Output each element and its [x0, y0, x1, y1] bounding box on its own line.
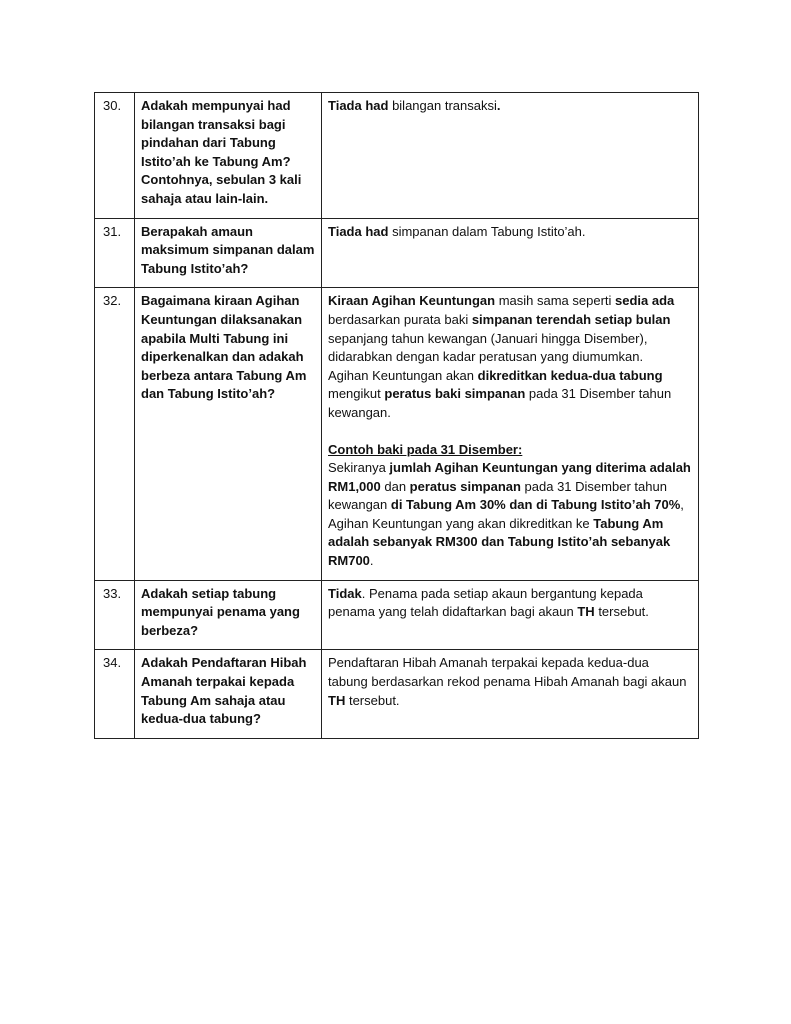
answer-plain: bilangan transaksi [388, 98, 497, 113]
answer-plain: masih sama seperti [495, 293, 616, 309]
faq-row-30 [95, 93, 699, 219]
answer-plain: sepanjang tahun kewangan (Januari hingga Disember), didarabkan dengan kadar peratusan yang diumumkan. [328, 330, 648, 365]
question-text: Adakah mempunyai had bilangan transaksi bagi pindahan dari Tabung Istito’ah ke Tabung Am? Contohnya, sebulan 3 kali sahaja atau lain-lain. [135, 93, 322, 219]
answer-bold: simpanan terendah setiap bulan [471, 311, 671, 327]
faq-table [94, 92, 699, 739]
answer-bold: dikreditkan kedua-dua tabung [477, 367, 663, 383]
answer-paragraph-1 [328, 292, 692, 366]
answer-bold: . [496, 98, 501, 113]
answer-bold: TH [577, 604, 595, 620]
answer-plain: tersebut. [594, 604, 649, 620]
answer-bold: peratus simpanan [409, 478, 521, 494]
answer-plain: simpanan dalam Tabung Istito’ah. [388, 223, 586, 239]
answer-text [322, 580, 699, 650]
answer-plain: . [369, 553, 374, 569]
faq-row-34 [95, 650, 699, 738]
answer-bold: jumlah Agihan Keuntungan yang diterima adalah RM1,000 [328, 460, 691, 494]
answer-plain: Agihan Keuntungan akan [328, 367, 478, 383]
answer-bold: Kiraan Agihan Keuntungan [328, 293, 496, 309]
row-number: 34. [95, 650, 135, 738]
answer-plain: . Penama pada setiap akaun bergantung kepada penama yang telah didaftarkan bagi akaun [328, 585, 643, 620]
answer-paragraph-2 [328, 367, 692, 423]
answer-plain: pada 31 Disember tahun kewangan. [328, 386, 672, 420]
answer-plain: dan [380, 478, 410, 494]
row-number: 30. [95, 93, 135, 219]
answer-bold: Tiada had [328, 98, 389, 113]
answer-paragraph-3 [328, 459, 692, 571]
answer-plain: berdasarkan purata baki [328, 311, 472, 327]
row-number: 31. [95, 218, 135, 288]
paragraph-gap [328, 423, 692, 441]
answer-bold: TH [328, 692, 346, 708]
answer-plain: Pendaftaran Hibah Amanah terpakai kepada kedua-dua tabung berdasarkan rekod penama Hibah Amanah bagi akaun [328, 655, 687, 690]
answer-bold: Tabung Am adalah sebanyak RM300 dan Tabung Istito’ah sebanyak RM700 [328, 515, 671, 569]
question-text: Adakah setiap tabung mempunyai penama yang berbeza? [135, 580, 322, 650]
question-text: Berapakah amaun maksimum simpanan dalam Tabung Istito’ah? [135, 218, 322, 288]
answer-plain: , Agihan Keuntungan yang akan dikreditkan ke [328, 497, 684, 531]
faq-row-32 [95, 288, 699, 580]
answer-text [322, 650, 699, 738]
faq-row-31 [95, 218, 699, 288]
answer-bold: di Tabung Am 30% dan di Tabung Istito’ah 70% [390, 497, 681, 513]
answer-bold: Tidak [328, 585, 362, 601]
faq-row-33 [95, 580, 699, 650]
answer-bold: sedia ada [615, 293, 675, 309]
answer-text [322, 218, 699, 288]
answer-text [322, 288, 699, 580]
answer-text [322, 93, 699, 219]
row-number: 33. [95, 580, 135, 650]
row-number: 32. [95, 288, 135, 580]
answer-bold: Tiada had [328, 223, 389, 239]
question-text: Bagaimana kiraan Agihan Keuntungan dilaksanakan apabila Multi Tabung ini diperkenalkan dan adakah berbeza antara Tabung Am dan Tabung Istito’ah? [135, 288, 322, 580]
answer-plain: pada 31 Disember tahun kewangan [328, 478, 667, 513]
answer-plain: tersebut. [345, 692, 400, 708]
question-text: Adakah Pendaftaran Hibah Amanah terpakai kepada Tabung Am sahaja atau kedua-dua tabung? [135, 650, 322, 738]
answer-bold: peratus baki simpanan [384, 386, 526, 402]
answer-plain: Sekiranya [328, 460, 390, 476]
answer-plain: mengikut [328, 386, 385, 402]
example-heading: Contoh baki pada 31 Disember: [328, 441, 523, 457]
